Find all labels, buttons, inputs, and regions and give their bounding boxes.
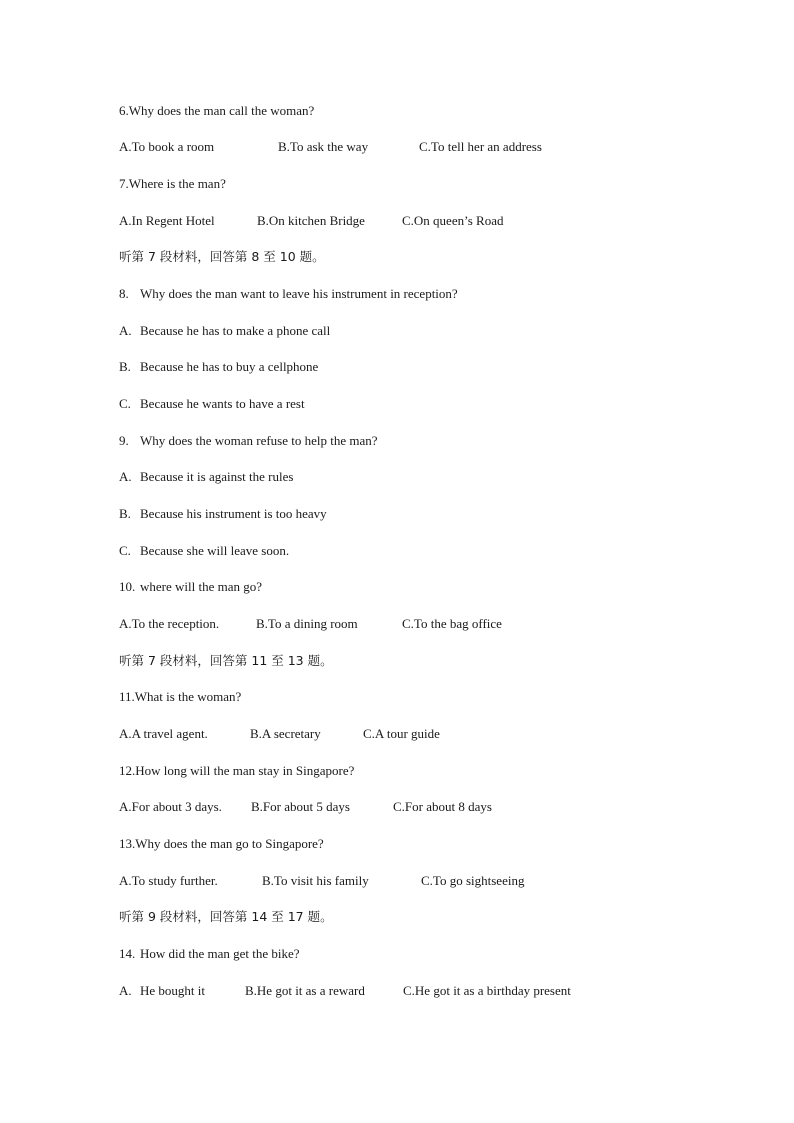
question-9-option-c — [119, 543, 289, 559]
option-b: B.To visit his family — [262, 873, 369, 888]
section-heading-7b: 听第 7 段材料，回答第 11 至 13 题。 — [119, 653, 333, 668]
question-number: 8. — [119, 286, 129, 301]
option-label: B. — [119, 359, 131, 374]
question-number: 9. — [119, 433, 129, 448]
option-c: C.For about 8 days — [393, 799, 492, 814]
section-heading-9: 听第 9 段材料，回答第 14 至 17 题。 — [119, 909, 333, 924]
option-text: Because his instrument is too heavy — [140, 506, 327, 521]
question-12-options — [119, 799, 492, 815]
option-c: C.To go sightseeing — [421, 873, 525, 888]
question-text: Why does the woman refuse to help the man? — [140, 433, 378, 448]
question-13-options — [119, 873, 524, 889]
option-c: C.He got it as a birthday present — [403, 983, 571, 998]
option-label: C. — [119, 543, 131, 558]
question-14 — [119, 946, 300, 962]
question-11-options — [119, 726, 440, 742]
option-b: B.On kitchen Bridge — [257, 213, 365, 228]
option-b: B.A secretary — [250, 726, 321, 741]
question-11: 11.What is the woman? — [119, 689, 242, 704]
question-9-option-a — [119, 469, 293, 485]
option-text: Because he has to buy a cellphone — [140, 359, 319, 374]
option-text: Because she will leave soon. — [140, 543, 290, 558]
question-8-option-a — [119, 323, 330, 339]
option-c: C.To the bag office — [402, 616, 502, 631]
question-10 — [119, 579, 262, 595]
option-a: A.In Regent Hotel — [119, 213, 215, 228]
question-13: 13.Why does the man go to Singapore? — [119, 836, 324, 851]
option-c: C.To tell her an address — [419, 139, 542, 154]
option-a-label: A. — [119, 983, 132, 998]
question-number: 14. — [119, 946, 136, 961]
option-text: Because it is against the rules — [140, 469, 294, 484]
question-number: 10. — [119, 579, 136, 594]
question-text: How did the man get the bike? — [140, 946, 300, 961]
option-a: A.A travel agent. — [119, 726, 208, 741]
option-b: B.For about 5 days — [251, 799, 350, 814]
option-label: A. — [119, 323, 132, 338]
question-text: where will the man go? — [140, 579, 263, 594]
question-10-options — [119, 616, 502, 632]
option-b: B.To ask the way — [278, 139, 369, 154]
option-a: A.To book a room — [119, 139, 215, 154]
question-8 — [119, 286, 458, 302]
section-heading-7a: 听第 7 段材料，回答第 8 至 10 题。 — [119, 249, 325, 264]
question-6-options — [119, 139, 542, 155]
question-8-option-c — [119, 396, 305, 412]
option-a: A.For about 3 days. — [119, 799, 222, 814]
option-a: A.To the reception. — [119, 616, 220, 631]
question-7-options — [119, 213, 503, 229]
question-7: 7.Where is the man? — [119, 176, 226, 191]
option-c: C.On queen’s Road — [402, 213, 504, 228]
question-8-option-b — [119, 359, 318, 375]
option-text: Because he has to make a phone call — [140, 323, 331, 338]
option-c: C.A tour guide — [363, 726, 440, 741]
question-14-options — [119, 983, 571, 999]
question-6: 6.Why does the man call the woman? — [119, 103, 315, 118]
option-label: A. — [119, 469, 132, 484]
question-text: Why does the man want to leave his instrument in reception? — [140, 286, 458, 301]
option-label: B. — [119, 506, 131, 521]
question-9 — [119, 433, 378, 449]
option-text: Because he wants to have a rest — [140, 396, 305, 411]
question-12: 12.How long will the man stay in Singapore? — [119, 763, 355, 778]
question-9-option-b — [119, 506, 327, 522]
option-a: A.To study further. — [119, 873, 218, 888]
option-label: C. — [119, 396, 131, 411]
option-b: B.He got it as a reward — [245, 983, 365, 998]
option-b: B.To a dining room — [256, 616, 358, 631]
option-a: He bought it — [140, 983, 205, 998]
